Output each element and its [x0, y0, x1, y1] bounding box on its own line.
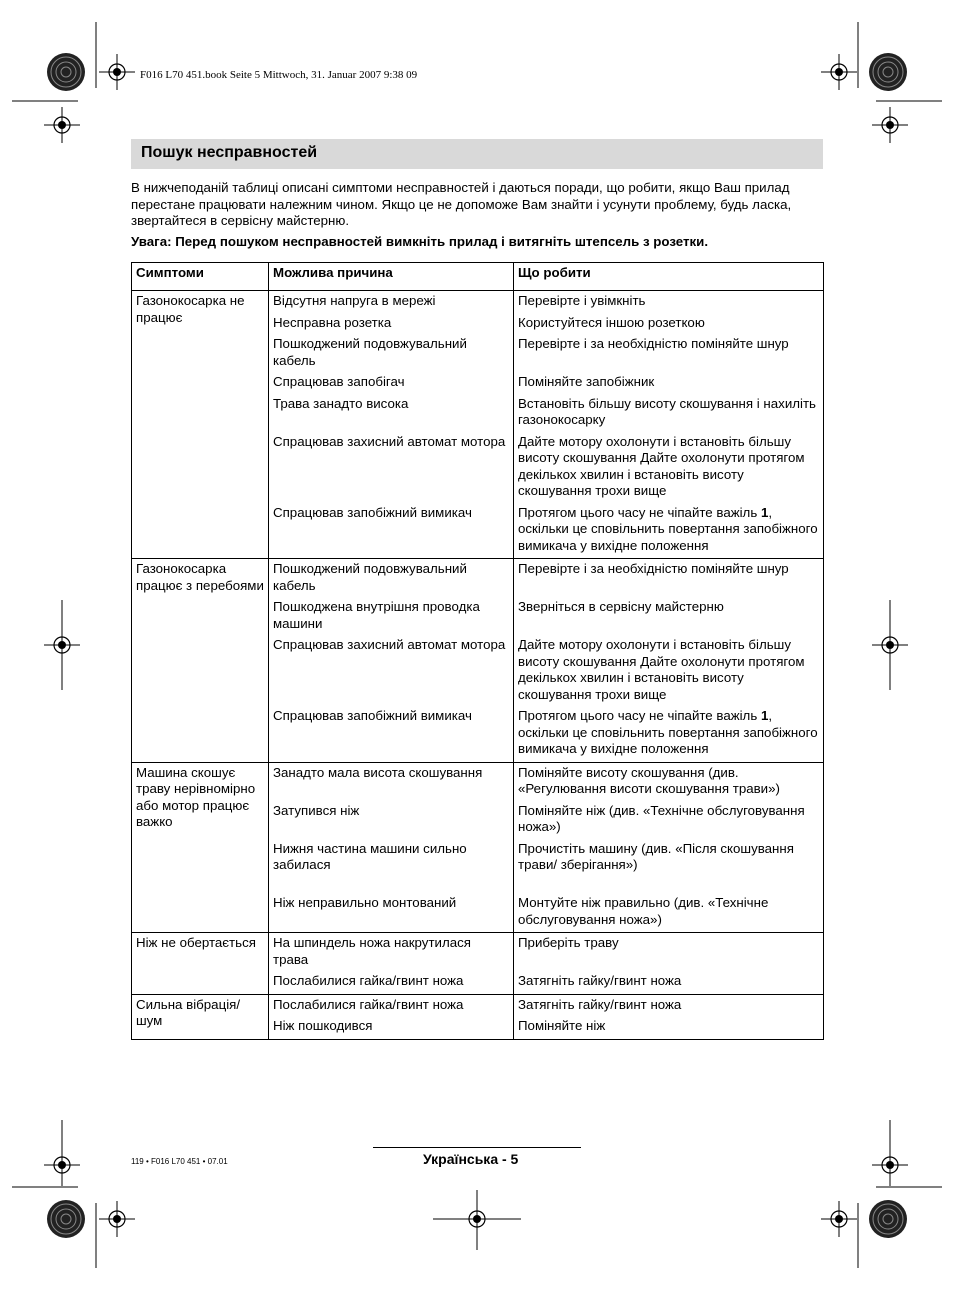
action-text: Поміняйте ніж: [518, 1018, 606, 1033]
action-cell: [514, 762, 824, 933]
crosshair-mark: [99, 1201, 135, 1237]
symptom-cell: [132, 933, 269, 995]
action-text: Перевірте і за необхідністю поміняйте шнур: [518, 336, 789, 351]
crosshair-mark: [821, 1201, 857, 1237]
cause-text: На шпиндель ножа накрутилася трава: [273, 935, 471, 967]
table-header-row: [132, 263, 824, 291]
symptom-cell: [132, 291, 269, 559]
action-cell: [514, 559, 824, 763]
action-text: Затягніть гайку/гвинт ножа: [518, 973, 682, 988]
action-text: Поміняйте запобіжник: [518, 374, 655, 389]
cause-cell: [269, 994, 514, 1039]
action-text: Користуйтеся іншою розеткою: [518, 314, 705, 330]
cause-text: Ніж пошкодився: [273, 1018, 373, 1033]
warning-text: Увага: Перед пошуком несправностей вимкніть прилад і витягніть штепсель з розетки.: [131, 233, 709, 249]
cause-text: Відсутня напруга в мережі: [273, 293, 436, 308]
symptom-cell: [132, 762, 269, 933]
cause-text: Нижня частина машини сильно забилася: [273, 840, 467, 872]
cause-text: Затупився ніж: [273, 802, 360, 818]
symptom-cell: [132, 559, 269, 763]
section-header: [131, 139, 823, 169]
table-row: [132, 933, 824, 995]
cause-text: Пошкоджена внутрішня проводка машини: [273, 599, 480, 631]
symptom-text: Машина скошує траву нерівномірно або мотор працює важко: [136, 764, 256, 829]
print-header: F016 L70 451.book Seite 5 Mittwoch, 31. Januar 2007 9:38 09: [140, 69, 418, 81]
header-action: Що робити: [514, 263, 824, 291]
table-row: [132, 994, 824, 1039]
intro-block: [131, 180, 823, 250]
action-text: Встановіть більшу висоту скошування і нахиліть газонокосарку: [518, 395, 816, 427]
intro-text: В нижчеподаній таблиці описані симптоми несправностей і даються поради, що робити, якщо Ваш прилад перестане працювати належним чином. Якщо це не допоможе Вам знайти і усунути проблему, будь ласка, звертайтеся в сервісну майстерню.: [131, 180, 792, 229]
cause-text: Послабилися гайка/гвинт ножа: [273, 996, 464, 1012]
action-cell: [514, 933, 824, 995]
cause-text: Трава занадто висока: [273, 395, 409, 411]
starburst-mark: [47, 53, 85, 91]
header-cause: Можлива причина: [269, 263, 514, 291]
cause-text: Занадто мала висота скошування: [273, 764, 483, 780]
cause-text: Пошкоджений подовжувальний кабель: [273, 561, 467, 593]
cause-cell: [269, 762, 514, 933]
action-text: Перевірте і за необхідністю поміняйте шнур: [518, 561, 789, 576]
action-text: Протягом цього часу не чіпайте важіль 1, оскільки це сповільнить повертання запобіжного вимикача у вихідне положення: [518, 708, 818, 756]
cause-cell: [269, 933, 514, 995]
action-text: Дайте мотору охолонути і встановіть більшу висоту скошування Дайте охолонути протягом декількох хвилин і встановіть висоту скошування трохи вище: [518, 637, 805, 702]
starburst-mark: [869, 53, 907, 91]
symptom-text: Газонокосарка працює з перебоями: [136, 561, 264, 593]
action-text: Затягніть гайку/гвинт ножа: [518, 996, 682, 1012]
cause-cell: [269, 291, 514, 559]
table-row: [132, 291, 824, 559]
starburst-mark: [47, 1200, 85, 1238]
cause-text: Спрацював запобіжний вимикач: [273, 504, 472, 520]
action-cell: [514, 994, 824, 1039]
table-row: [132, 762, 824, 933]
cause-text: Спрацював захисний автомат мотора: [273, 433, 506, 449]
crosshair-mark: [821, 54, 857, 90]
action-text: Монтуйте ніж правильно (див. «Технічне обслуговування ножа»): [518, 895, 769, 927]
symptom-text: Газонокосарка не працює: [136, 293, 245, 325]
crosshair-mark: [44, 107, 80, 143]
action-text: Поміняйте ніж (див. «Технічне обслуговування ножа»): [518, 802, 805, 834]
symptom-text: Ніж не обертається: [136, 935, 256, 950]
action-text: Поміняйте висоту скошування (див. «Регулювання висоти скошування трави»): [518, 764, 780, 796]
action-text: Дайте мотору охолонути і встановіть більшу висоту скошування Дайте охолонути протягом декількох хвилин і встановіть висоту скошування трохи вище: [518, 433, 805, 498]
crosshair-mark: [99, 54, 135, 90]
page-label: Українська - 5: [423, 1151, 519, 1167]
print-code: 119 • F016 L70 451 • 07.01: [131, 1157, 228, 1166]
cause-text: Послабилися гайка/гвинт ножа: [273, 973, 464, 988]
section-title: Пошук несправностей: [141, 144, 318, 161]
cause-text: Спрацював запобігач: [273, 374, 405, 389]
table-row: [132, 559, 824, 763]
cause-text: Пошкоджений подовжувальний кабель: [273, 336, 467, 368]
footer-rule: [373, 1147, 581, 1148]
action-text: Перевірте і увімкніть: [518, 293, 646, 308]
crosshair-mark: [872, 107, 908, 143]
cause-text: Спрацював захисний автомат мотора: [273, 637, 506, 652]
action-cell: [514, 291, 824, 559]
action-text: Приберіть траву: [518, 935, 619, 950]
symptom-text: Сильна вібрація/ шум: [136, 996, 241, 1028]
action-text: Зверніться в сервісну майстерню: [518, 599, 724, 614]
header-symptoms: Симптоми: [132, 263, 269, 291]
cause-cell: [269, 559, 514, 763]
cause-text: Ніж неправильно монтований: [273, 895, 457, 910]
starburst-mark: [869, 1200, 907, 1238]
symptom-cell: [132, 994, 269, 1039]
action-text: Прочистіть машину (див. «Після скошування трави/ зберігання»): [518, 840, 794, 872]
troubleshooting-table: [131, 262, 824, 1040]
cause-text: Несправна розетка: [273, 314, 392, 330]
action-text: Протягом цього часу не чіпайте важіль 1, оскільки це сповільнить повертання запобіжного вимикача у вихідне положення: [518, 504, 818, 553]
cause-text: Спрацював запобіжний вимикач: [273, 708, 472, 723]
